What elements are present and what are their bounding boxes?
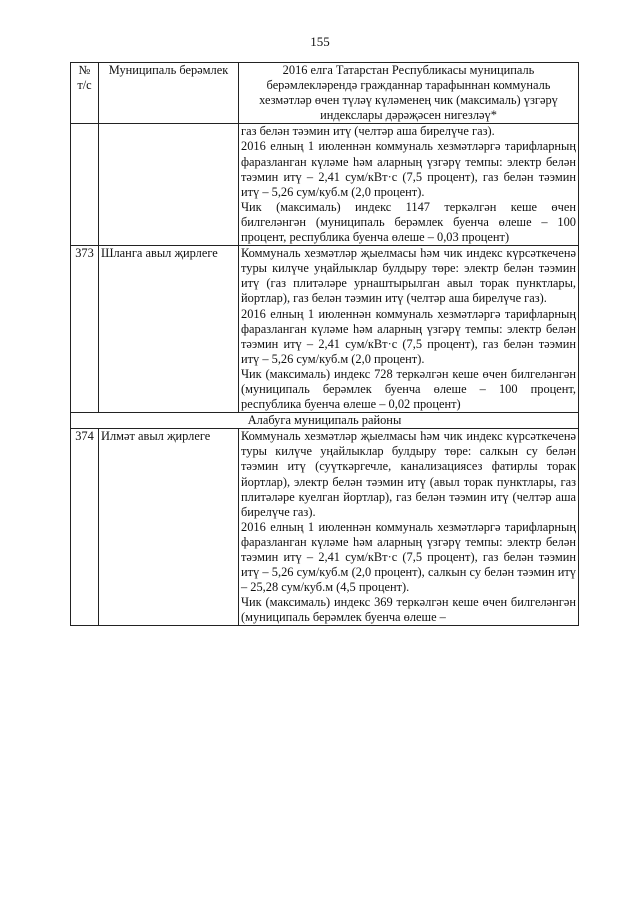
row-paragraph: Чик (максималь) индекс 728 теркәлгән кеше өчен билгеләнгән (муниципаль берәмлек буенча өлеше – 100 процент, республика буенча өлеше – 0,02 процент) bbox=[241, 366, 576, 412]
row-number: 374 bbox=[71, 429, 99, 626]
row-municipality bbox=[99, 124, 239, 246]
row-municipality: Илмәт авыл җирлеге bbox=[99, 429, 239, 626]
page-number: 155 bbox=[310, 34, 330, 49]
row-description bbox=[239, 246, 579, 413]
row-paragraph: Коммуналь хезмәтләр җыелмасы һәм чик индекс күрсәткеченә туры килүче уңайлыклар булдыру төре: салкын су белән тәэмин итү (суүткәргечле, канализациясез фатирлы торак йортлар), электр белән тәэмин итү (авыл торак пунктлары, газ плитәләре куелган йортлар), газ белән тәэмин итү (челтәр аша бирелүче газ). bbox=[241, 429, 576, 519]
row-number: 373 bbox=[71, 246, 99, 413]
table-row bbox=[71, 246, 579, 413]
row-description bbox=[239, 429, 579, 626]
table-row bbox=[71, 429, 579, 626]
header-index: 2016 елга Татарстан Республикасы муниципаль берәмлекләрендә гражданнар тарафыннан коммуналь хезмәтләр өчен түләү күләменең чик (максималь) үзгәрү индекслары дәрәҗәсен нигезләү* bbox=[239, 63, 579, 124]
row-paragraph: 2016 елның 1 июленнән коммуналь хезмәтләргә тарифларның фаразланган күләме һәм аларның үзгәрү темпы: электр белән тәэмин итү – 2,41 сум/кВт·с (7,5 процент), газ белән тәэмин итү – 5,26 сум/куб.м (2,0 процент). bbox=[241, 139, 576, 199]
tariff-table bbox=[70, 62, 579, 626]
row-paragraph: 2016 елның 1 июленнән коммуналь хезмәтләргә тарифларның фаразланган күләме һәм аларның үзгәрү темпы: электр белән тәэмин итү – 2,41 сум/кВт·с (7,5 процент), газ белән тәэмин итү – 5,26 сум/куб.м (2,0 процент), салкын су белән тәэмин итү – 25,28 сум/куб.м (4,5 процент). bbox=[241, 519, 576, 595]
row-number bbox=[71, 124, 99, 246]
row-paragraph: Чик (максималь) индекс 369 теркәлгән кеше өчен билгеләнгән (муниципаль берәмлек буенча өлеше – bbox=[241, 595, 576, 625]
row-paragraph: Коммуналь хезмәтләр җыелмасы һәм чик индекс күрсәткеченә туры килүче уңайлыклар булдыру төре: электр белән тәэмин итү (газ плитәләре урнаштырылган авыл торак пунктлары, йортлар), газ белән тәэмин итү (челтәр аша бирелүче газ). bbox=[241, 246, 576, 306]
header-number: № т/с bbox=[71, 63, 99, 124]
table-row bbox=[71, 124, 579, 246]
row-paragraph: газ белән тәэмин итү (челтәр аша бирелүче газ). bbox=[241, 124, 495, 139]
district-heading: Алабуга муниципаль районы bbox=[71, 413, 579, 429]
district-heading-row bbox=[71, 413, 579, 429]
row-description bbox=[239, 124, 579, 246]
table-header-row bbox=[71, 63, 579, 124]
header-municipality: Муниципаль берәмлек bbox=[99, 63, 239, 124]
row-paragraph: Чик (максималь) индекс 1147 теркәлгән кеше өчен билгеләнгән (муниципаль берәмлек буенча өлеше – 100 процент, республика буенча өлеше – 0,03 процент) bbox=[241, 199, 576, 245]
row-municipality: Шланга авыл җирлеге bbox=[99, 246, 239, 413]
row-paragraph: 2016 елның 1 июленнән коммуналь хезмәтләргә тарифларның фаразланган күләме һәм аларның үзгәрү темпы: электр белән тәэмин итү – 2,41 сум/кВт·с (7,5 процент), газ белән тәэмин итү – 5,26 сум/куб.м (2,0 процент). bbox=[241, 306, 576, 366]
